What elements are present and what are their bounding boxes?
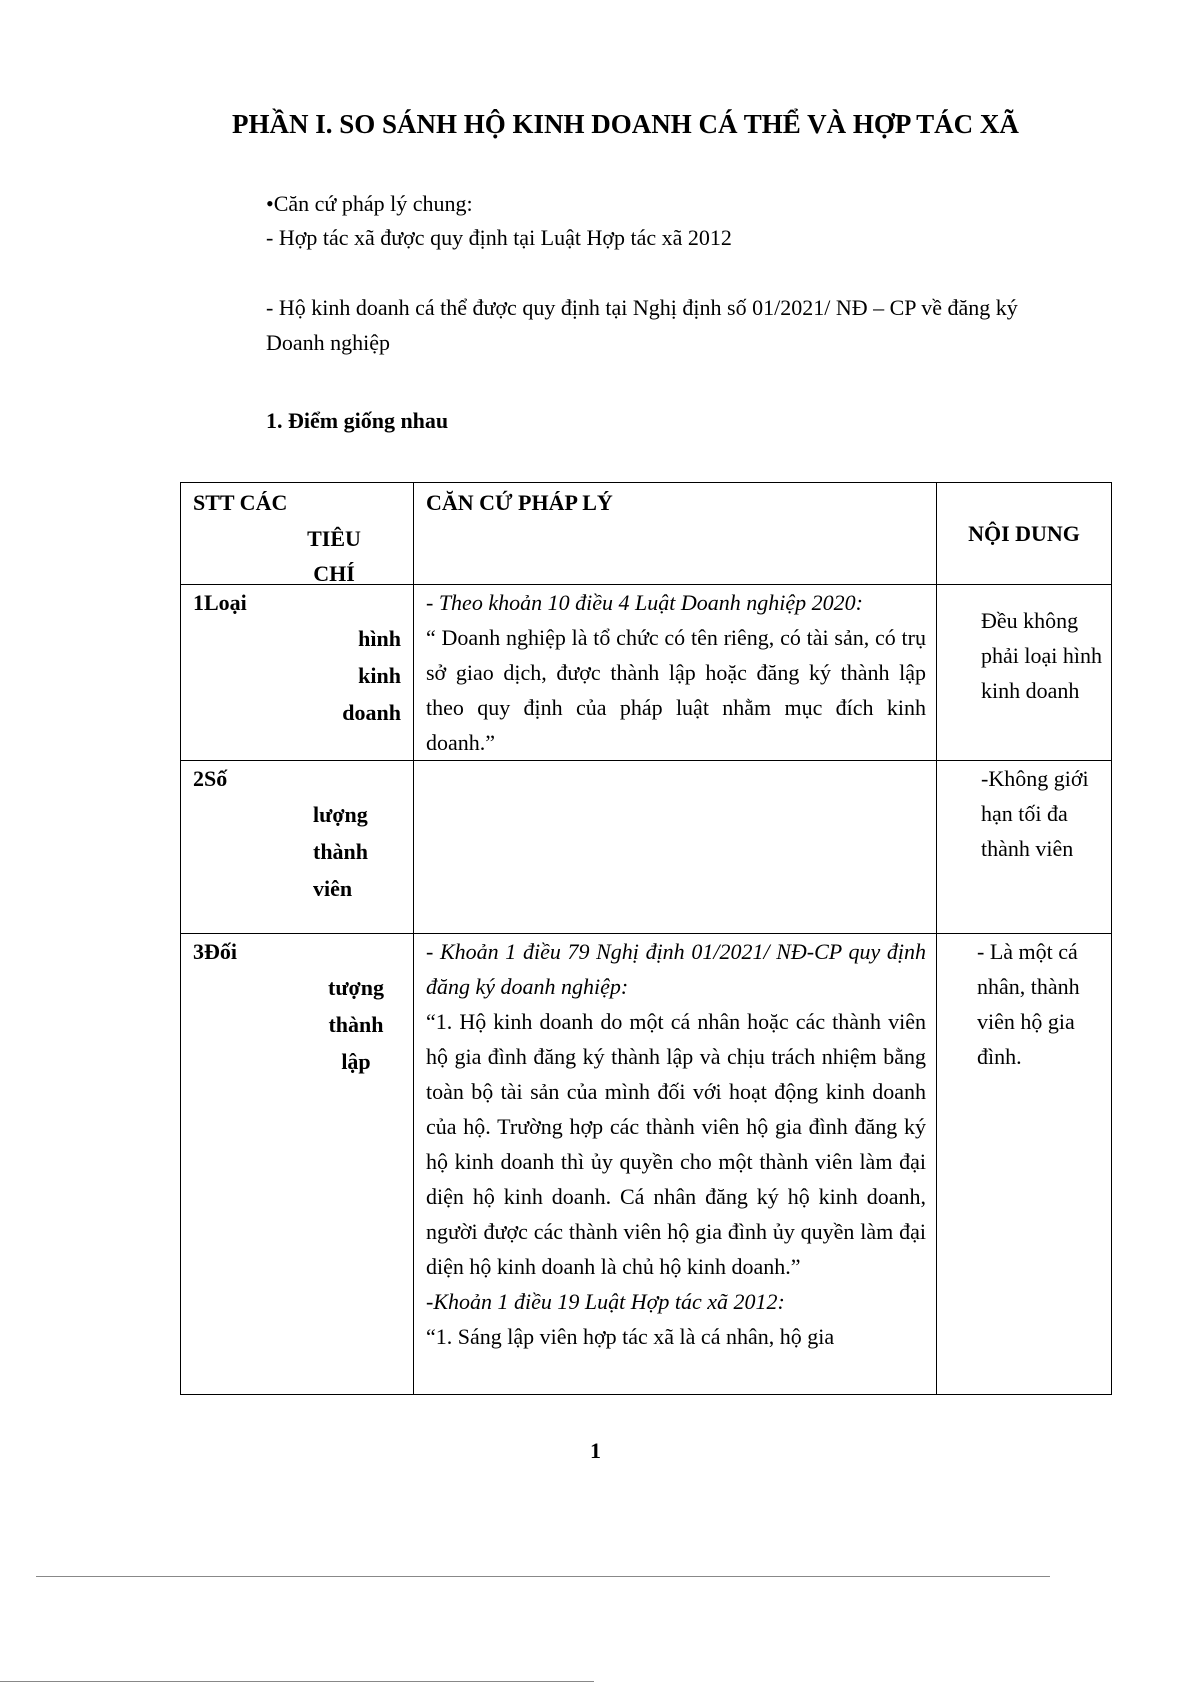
header-stt: STT CÁC — [193, 490, 288, 515]
header-legal-basis: CĂN CỨ PHÁP LÝ — [414, 483, 937, 585]
legal-basis-quote: “1. Hộ kinh doanh do một cá nhân hoặc các thành viên hộ gia đình đăng ký thành lập và chịu trách nhiệm bằng toàn bộ tài sản của mình đối với hoạt động kinh doanh của hộ. Trường hợp các thành viên hộ gia đình đăng ký hộ kinh doanh thì ủy quyền cho một thành viên làm đại diện hộ kinh doanh. Cá nhân đăng ký hộ kinh doanh, người được các thành viên hộ gia đình ủy quyền làm đại diện hộ kinh doanh là chủ hộ kinh doanh.” — [426, 1009, 926, 1279]
page-number: 1 — [590, 1438, 601, 1463]
table-row — [181, 761, 1112, 934]
row-legal-basis — [414, 934, 937, 1395]
row-legal-basis — [414, 585, 937, 761]
row-number-and-criteria-start — [193, 585, 247, 620]
legal-basis-citation-2: -Khoản 1 điều 19 Luật Hợp tác xã 2012: — [426, 1289, 785, 1314]
row-criteria-rest: lượng thành viên — [313, 802, 369, 901]
legal-basis-quote: “ Doanh nghiệp là tổ chức có tên riêng, có tài sản, có trụ sở giao dịch, được thành lập hoặc đăng ký thành lập theo quy định của pháp luật nhằm mục đích kinh doanh.” — [426, 625, 926, 755]
row-criteria-first: Đối — [204, 939, 237, 964]
row-number: 1 — [193, 590, 204, 615]
row-stt-criteria — [181, 585, 414, 761]
header-stt-criteria — [181, 483, 414, 585]
header-criteria: TIÊU CHÍ — [307, 526, 361, 586]
row-criteria-rest: tượng thành lập — [328, 975, 384, 1074]
page-title: PHẦN I. SO SÁNH HỘ KINH DOANH CÁ THỂ VÀ HỢP TÁC XÃ — [232, 109, 1019, 139]
legal-basis-label: •Căn cứ pháp lý chung: — [266, 191, 473, 216]
legal-basis-item: - Hợp tác xã được quy định tại Luật Hợp tác xã 2012 — [266, 225, 732, 250]
row-content: Đều không phải loại hình kinh doanh — [937, 585, 1112, 761]
row-content: -Không giới hạn tối đa thành viên — [937, 761, 1112, 934]
row-criteria-rest: hình kinh doanh — [342, 626, 401, 725]
row-stt-criteria — [181, 761, 414, 934]
table-row — [181, 585, 1112, 761]
section-heading: 1. Điểm giống nhau — [266, 408, 449, 433]
table-header-row — [181, 483, 1112, 585]
row-number-and-criteria-start — [193, 761, 227, 796]
legal-basis-item: - Hộ kinh doanh cá thể được quy định tại Nghị định số 01/2021/ NĐ – CP về đăng ký Doanh nghiệp — [266, 295, 1018, 355]
row-stt-criteria — [181, 934, 414, 1395]
footer-divider — [0, 1681, 594, 1682]
row-number-and-criteria-start — [193, 934, 237, 969]
footer-divider — [36, 1576, 1050, 1577]
row-content: - Là một cá nhân, thành viên hộ gia đình. — [937, 934, 1112, 1395]
legal-basis-quote-2: “1. Sáng lập viên hợp tác xã là cá nhân, hộ gia — [426, 1324, 835, 1349]
header-content: NỘI DUNG — [937, 483, 1112, 585]
row-number: 2 — [193, 766, 204, 791]
row-criteria-first: Loại — [204, 590, 247, 615]
row-legal-basis — [414, 761, 937, 934]
comparison-table — [180, 482, 1112, 1395]
row-criteria-first: Số — [204, 766, 228, 791]
legal-basis-citation: - Theo khoản 10 điều 4 Luật Doanh nghiệp 2020: — [426, 590, 863, 615]
table-row — [181, 934, 1112, 1395]
legal-basis-citation: - Khoản 1 điều 79 Nghị định 01/2021/ NĐ-CP quy định đăng ký doanh nghiệp: — [426, 939, 926, 999]
row-number: 3 — [193, 939, 204, 964]
